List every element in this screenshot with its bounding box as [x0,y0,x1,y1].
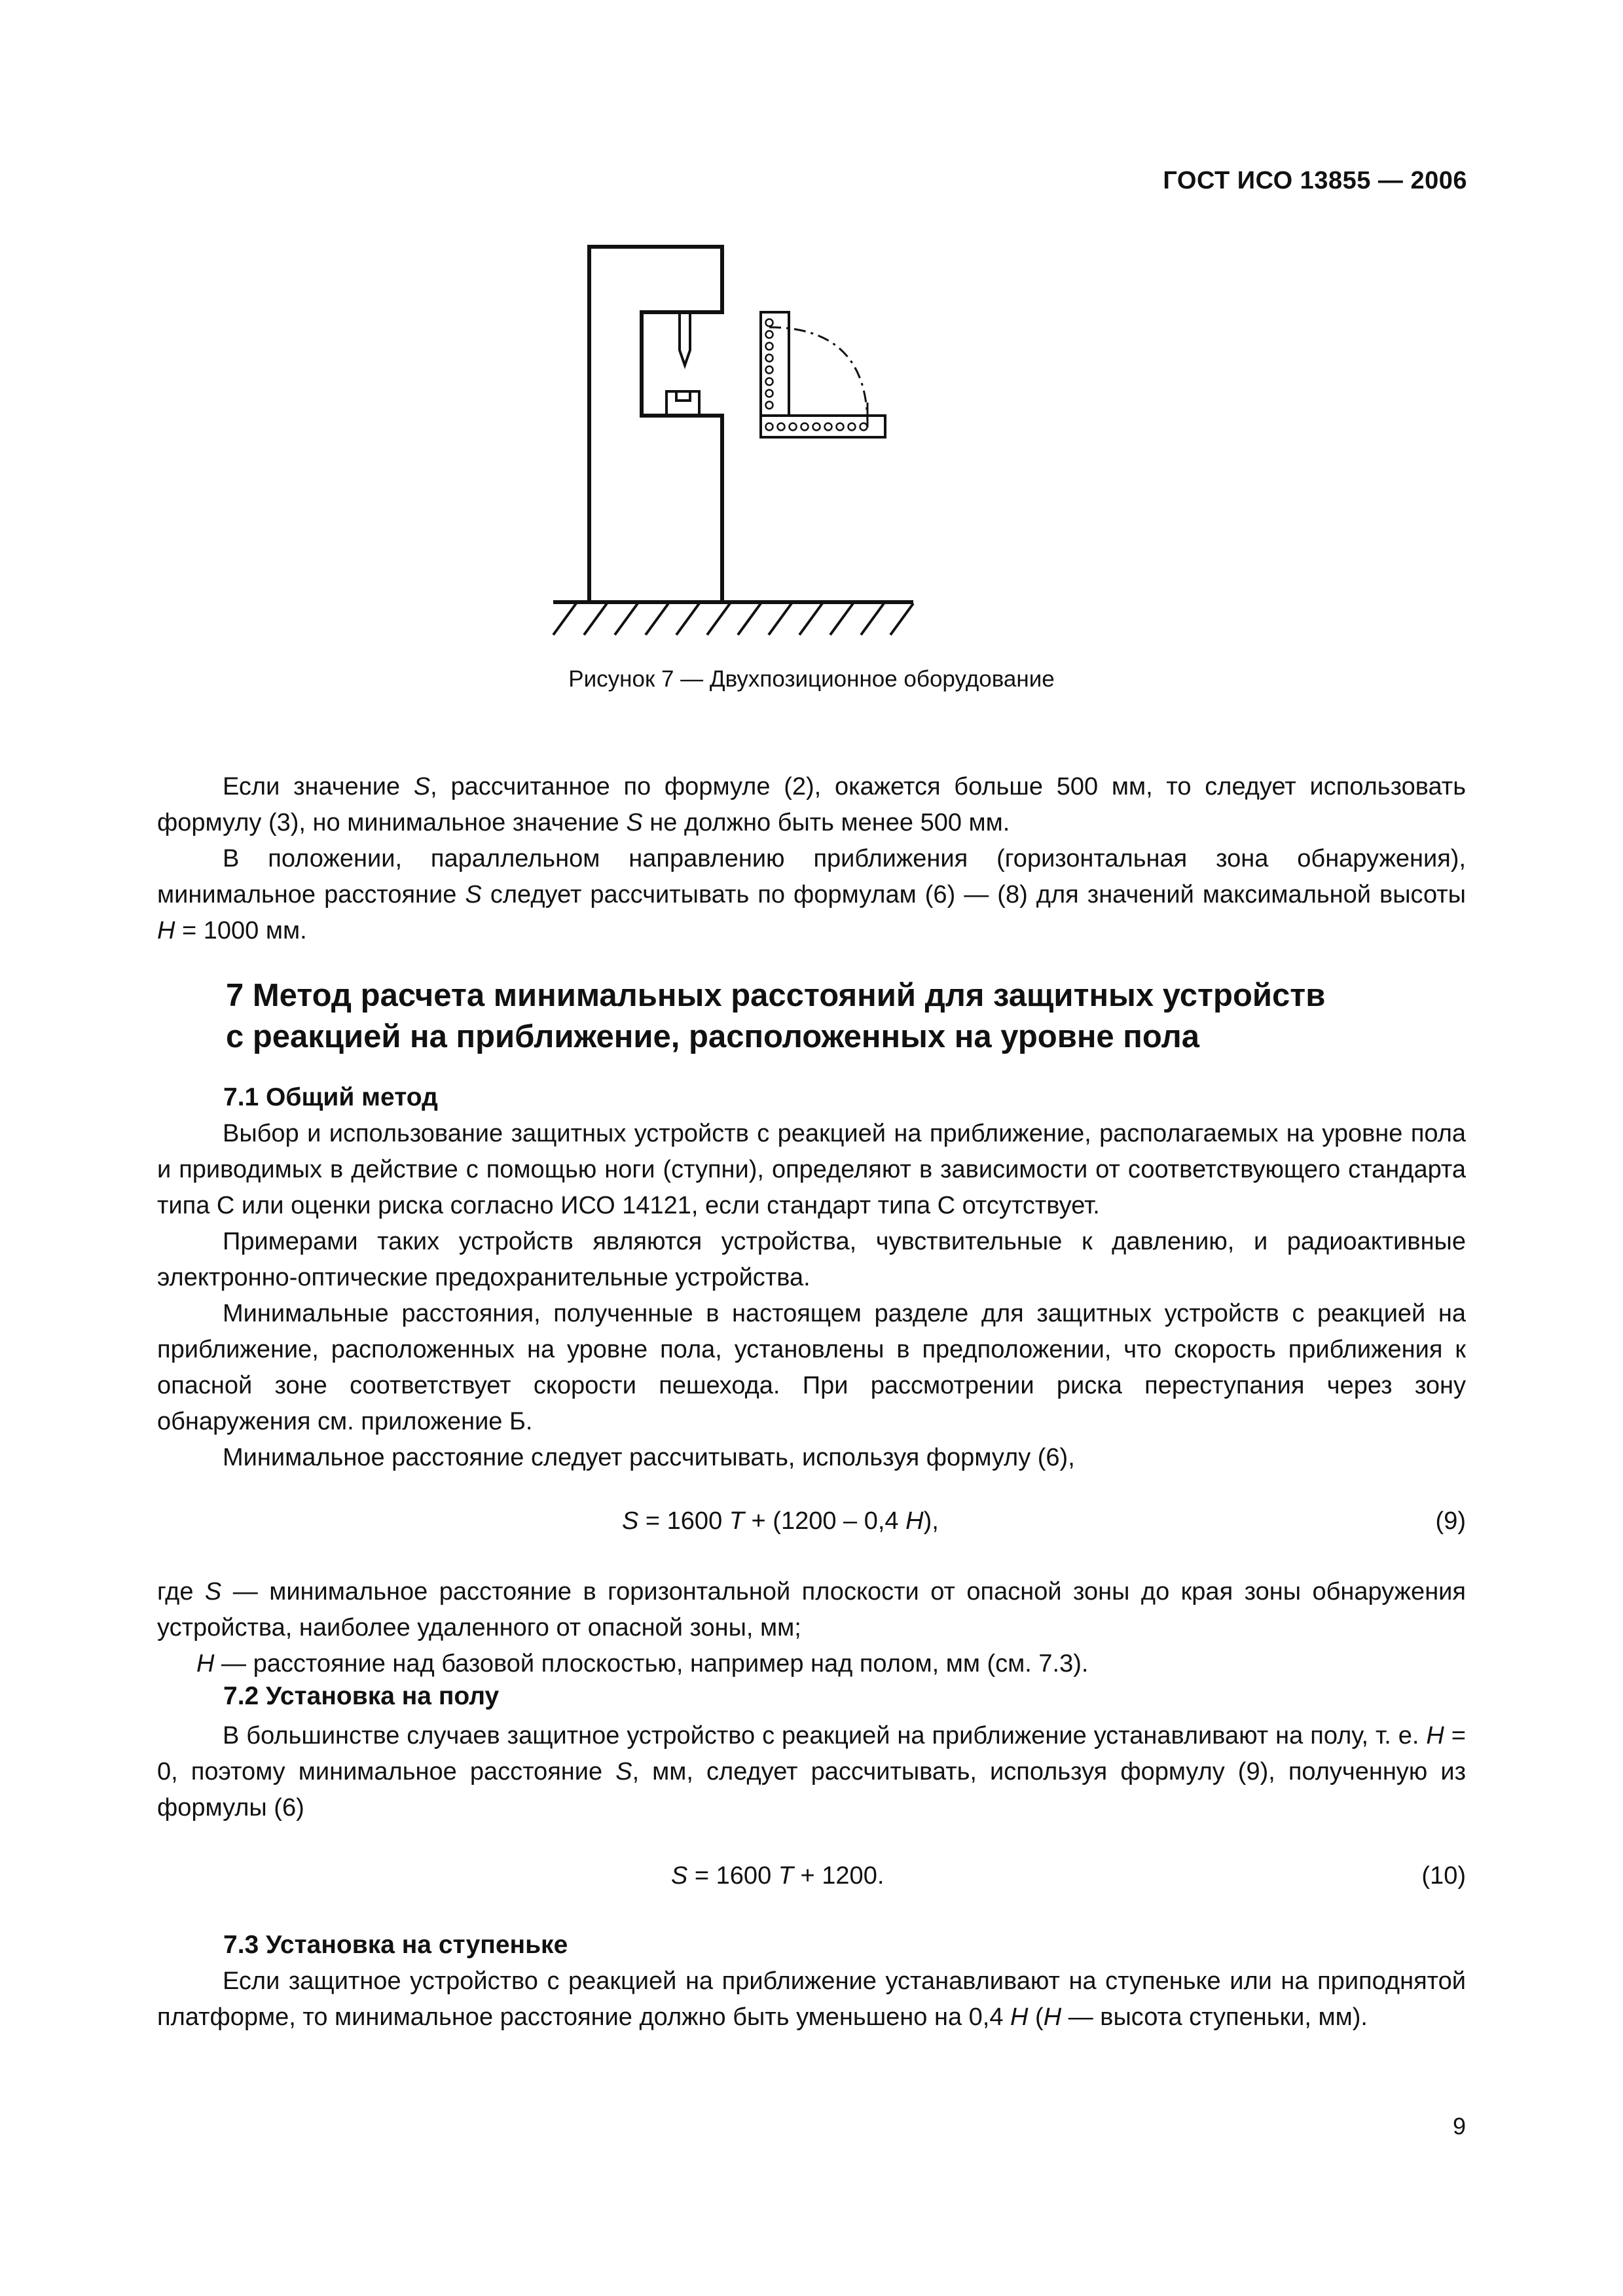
detection-arc [769,327,867,425]
paragraph: Выбор и использование защитных устройств с реакцией на приближение, располагаемых на уровне пола и приводимых в действие с помощью ноги (ступни), определяют в зависимости от соответствующего стандарта типа С или оценки риска согласно ИСО 14121, если стандарт типа С отсутствует. [157,1120,1466,1219]
formula-number: (10) [1421,1862,1466,1890]
ground-hatching [553,603,913,635]
variable-definition: где S — минимальное расстояние в горизонтальной плоскости от опасной зоны до края зоны обнаружения устройства, наиболее удаленного от опасной зоны, мм; [157,1578,1466,1641]
paragraph: Минимальное расстояние следует рассчитывать, используя формулу (6), [223,1444,1075,1471]
figure-two-position-machine [537,239,943,655]
formula: S = 1600 T + 1200. [671,1862,884,1890]
section-heading: 7 Метод расчета минимальных расстояний для защитных устройств с реакцией на приближение, расположенных на уровне пола [226,978,1326,1054]
paragraph: Если значение S, рассчитанное по формуле (2), окажется больше 500 мм, то следует использовать формулу (3), но минимальное значение S не должно быть менее 500 мм. [157,773,1466,836]
subsection-heading: 7.2 Установка на полу [223,1682,500,1710]
paragraph: В положении, параллельном направлению приближения (горизонтальная зона обнаружения), минимальное расстояние S следует рассчитывать по формулам (6) — (8) для значений максимальной высоты H = 1000 мм. [157,845,1466,944]
press-frame [589,247,722,602]
paragraph: В большинстве случаев защитное устройство с реакцией на приближение устанавливают на полу, т. е. H = 0, поэтому минимальное расстояние S, мм, следует рассчитывать, используя формулу (9), полученную из формулы (6) [157,1722,1467,1821]
paragraph: Примерами таких устройств являются устройства, чувствительные к давлению, и радиоактивные электронно-оптические предохранительные устройства. [157,1228,1466,1291]
formula-number: (9) [1435,1507,1466,1535]
variable-definition: H — расстояние над базовой плоскостью, например над полом, мм (см. 7.3). [196,1650,1089,1677]
subsection-heading: 7.3 Установка на ступеньке [223,1931,568,1959]
sensor-beam-dots [766,319,867,431]
paragraph: Если защитное устройство с реакцией на приближение устанавливают на ступеньке или на приподнятой платформе, то минимальное расстояние должно быть уменьшено на 0,4 H (H — высота ступеньки, мм). [157,1967,1466,2031]
subsection-heading: 7.1 Общий метод [223,1083,438,1111]
press-punch [680,312,690,365]
page-number: 9 [1452,2113,1466,2140]
figure-caption: Рисунок 7 — Двухпозиционное оборудование [568,666,1055,692]
paragraph: Минимальные расстояния, полученные в настоящем разделе для защитных устройств с реакцией на приближение, расположенных на уровне пола, установлены в предположении, что скорость приближения к опасной зоне соответствует скорости пешехода. При рассмотрении риска переступания через зону обнаружения см. приложение Б. [157,1300,1466,1435]
formula: S = 1600 T + (1200 – 0,4 H), [622,1507,939,1535]
press-die [666,391,699,416]
document-header: ГОСТ ИСО 13855 — 2006 [1163,167,1467,194]
